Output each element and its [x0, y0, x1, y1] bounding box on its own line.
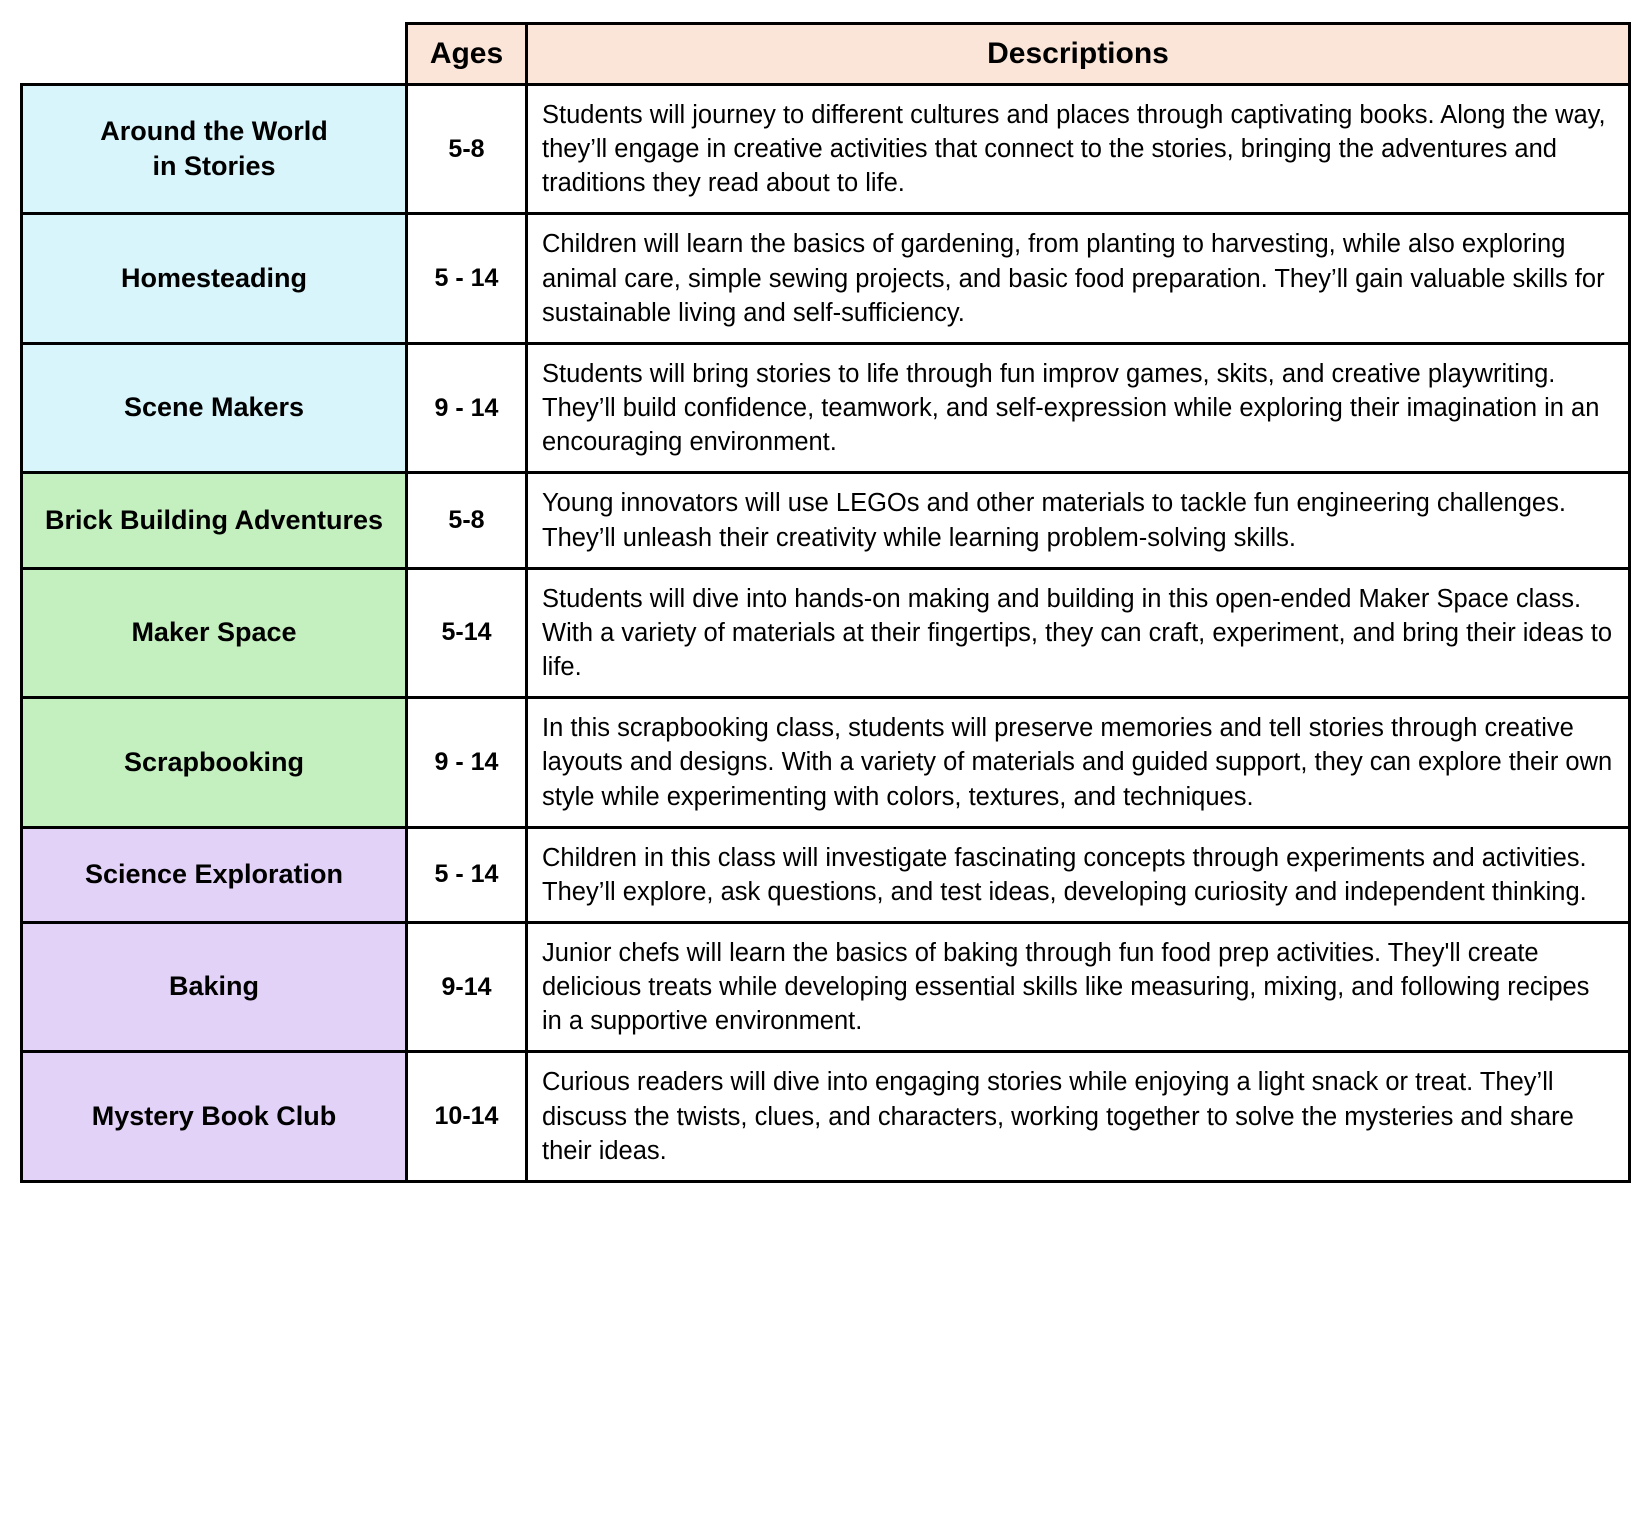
table-row — [22, 214, 1630, 343]
description-cell: Young innovators will use LEGOs and other materials to tackle fun engineering challenges. They’ll unleash their creativity while learning problem-solving skills. — [527, 473, 1630, 568]
column-header-class-name — [22, 24, 407, 85]
ages-cell: 5-8 — [407, 473, 527, 568]
ages-cell: 9 - 14 — [407, 343, 527, 472]
class-name-cell — [22, 922, 407, 1051]
column-header-ages: Ages — [407, 24, 527, 85]
class-name-line-1: Scrapbooking — [123, 746, 305, 777]
table-header-row — [22, 24, 1630, 85]
table-row — [22, 568, 1630, 697]
class-name-line-1: Brick Building Adventures — [44, 504, 384, 535]
table-row — [22, 1052, 1630, 1181]
ages-cell: 9-14 — [407, 922, 527, 1051]
class-name-cell — [22, 827, 407, 922]
class-name-line-1: Scene Makers — [123, 392, 305, 423]
description-cell: Junior chefs will learn the basics of baking through fun food prep activities. They'll create delicious treats while developing essential skills like measuring, mixing, and following recipes in a supportive environment. — [527, 922, 1630, 1051]
description-cell: Students will journey to different cultures and places through captivating books. Along the way, they’ll engage in creative activities that connect to the stories, bringing the adventures and traditions they read about to life. — [527, 85, 1630, 214]
ages-cell: 5-8 — [407, 85, 527, 214]
class-name-line-2: in Stories — [152, 151, 276, 182]
class-name-cell — [22, 214, 407, 343]
ages-cell: 9 - 14 — [407, 698, 527, 827]
class-name-line-1: Homesteading — [120, 262, 308, 293]
ages-cell: 5 - 14 — [407, 214, 527, 343]
description-cell: In this scrapbooking class, students will preserve memories and tell stories through creative layouts and designs. With a variety of materials and guided support, they can explore their own style while experimenting with colors, textures, and techniques. — [527, 698, 1630, 827]
class-name-line-1: Around the World — [100, 115, 328, 146]
table-row — [22, 827, 1630, 922]
table-row — [22, 85, 1630, 214]
table-row — [22, 473, 1630, 568]
description-cell: Children in this class will investigate fascinating concepts through experiments and activities. They’ll explore, ask questions, and test ideas, developing curiosity and independent thinking. — [527, 827, 1630, 922]
table-row — [22, 922, 1630, 1051]
description-cell: Children will learn the basics of gardening, from planting to harvesting, while also exploring animal care, simple sewing projects, and basic food preparation. They’ll gain valuable skills for sustainable living and self-sufficiency. — [527, 214, 1630, 343]
ages-cell: 5 - 14 — [407, 827, 527, 922]
description-cell: Students will dive into hands-on making and building in this open-ended Maker Space class. With a variety of materials at their fingertips, they can craft, experiment, and bring their ideas to life. — [527, 568, 1630, 697]
ages-cell: 10-14 — [407, 1052, 527, 1181]
table-row — [22, 698, 1630, 827]
class-name-cell — [22, 85, 407, 214]
class-name-line-1: Science Exploration — [84, 859, 344, 889]
class-name-cell — [22, 568, 407, 697]
table-header — [22, 24, 1630, 85]
table-row — [22, 343, 1630, 472]
class-name-cell — [22, 1052, 407, 1181]
column-header-descriptions: Descriptions — [527, 24, 1630, 85]
class-name-cell — [22, 473, 407, 568]
class-schedule-table — [20, 22, 1631, 1183]
class-name-line-1: Baking — [168, 971, 260, 1002]
class-name-cell — [22, 698, 407, 827]
description-cell: Curious readers will dive into engaging stories while enjoying a light snack or treat. They’ll discuss the twists, clues, and characters, working together to solve the mysteries and share their ideas. — [527, 1052, 1630, 1181]
ages-cell: 5-14 — [407, 568, 527, 697]
class-name-line-1: Maker Space — [131, 617, 297, 648]
description-cell: Students will bring stories to life through fun improv games, skits, and creative playwriting. They’ll build confidence, teamwork, and self-expression while exploring their imagination in an encouraging environment. — [527, 343, 1630, 472]
class-name-line-1: Mystery Book Club — [91, 1100, 337, 1131]
table-body — [22, 85, 1630, 1182]
class-name-cell — [22, 343, 407, 472]
